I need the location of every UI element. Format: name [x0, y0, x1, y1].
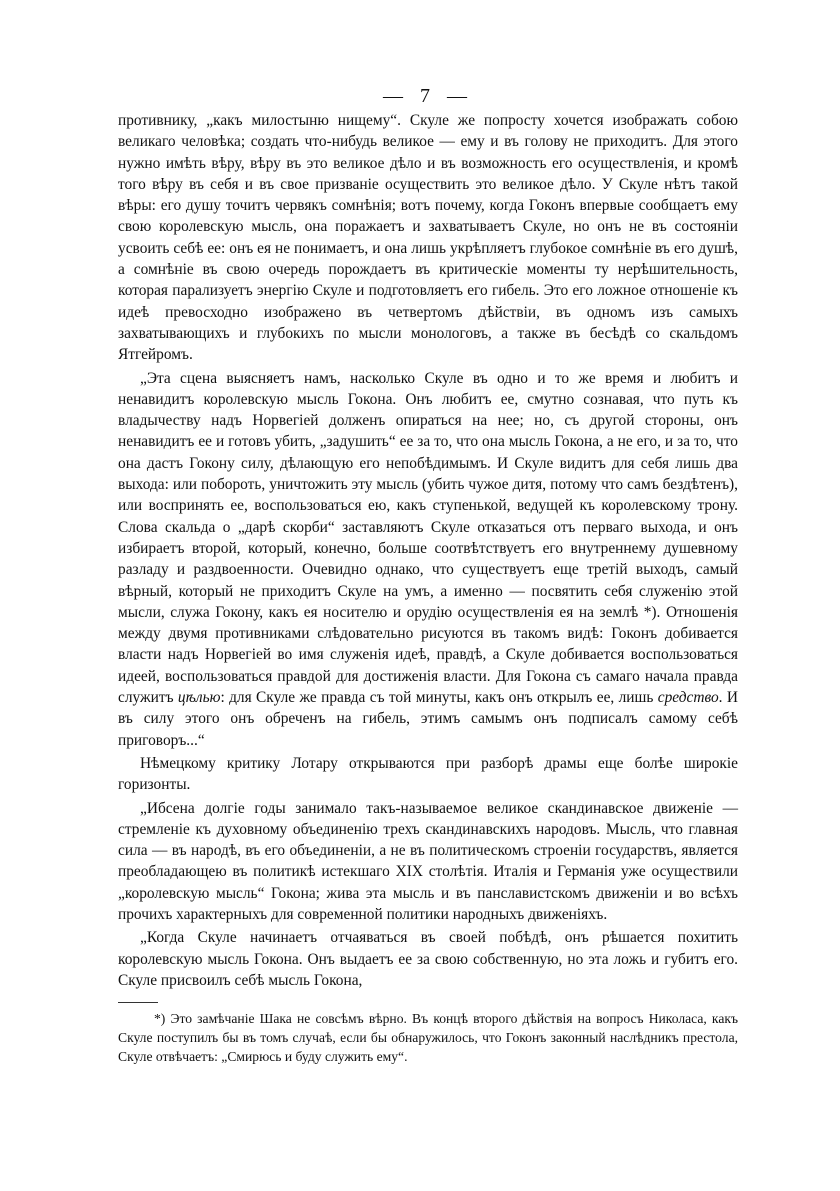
book-page [118, 84, 738, 1066]
paragraph [118, 927, 738, 991]
footnote-divider [118, 1002, 158, 1003]
paragraph [118, 368, 738, 751]
text-run: „Ибсена долгіе годы занимало такъ-называемое великое скандинавское движеніе — стремленіе къ духовному объединенію трехъ скандинавскихъ народовъ. Мысль, что главная сила — въ народѣ, въ его объединеніи, а не въ политическомъ строеніи государствъ, является преобладающею въ политикѣ истекшаго XIX столѣтія. Италія и Германія уже осуществили „королевскую мысль“ Гокона; жива эта мысль и въ панславистскомъ движеніи и во всѣхъ прочихъ характерныхъ для современной политики народныхъ движеніяхъ. [118, 799, 738, 923]
text-run: : для Скуле же правда съ той минуты, какъ онъ открылъ ее, лишь [220, 689, 658, 707]
main-text [118, 110, 738, 991]
page-number: — 7 — [383, 85, 473, 107]
text-run: противнику, „какъ милостыню нищему“. Скуле же попросту хочется изображать собою великаго человѣка; создать что-нибудь великое — ему и въ голову не приходитъ. Для этого нужно имѣть вѣру, вѣру въ это великое дѣло и въ возможность его осуществленія, и кромѣ того вѣру въ себя и въ свое призваніе осуществить это великое дѣло. У Скуле нѣтъ такой вѣры: его душу точитъ червякъ сомнѣнія; вотъ почему, когда Гоконъ впервые сообщаетъ ему свою королевскую мысль, она поражаетъ и захватываетъ Скуле, но онъ не въ состояніи усвоить себѣ ее: онъ ея не понимаетъ, и она лишь укрѣпляетъ глубокое сомнѣніе въ его душѣ, а сомнѣніе въ свою очередь порождаетъ въ критическіе моменты ту нерѣшительность, которая парализуетъ энергію Скуле и подготовляетъ его гибель. Это его ложное отношеніе къ идеѣ превосходно изображено въ четвертомъ дѣйствіи, въ одномъ изъ самыхъ захватывающихъ и глубокихъ по мысли монологовъ, а также въ бесѣдѣ со скальдомъ Ятгейромъ. [118, 112, 738, 364]
text-run: . И въ силу этого онъ обреченъ на гибель, этимъ самымъ онъ подписалъ самому себѣ приговоръ...“ [118, 689, 738, 749]
text-run: „Когда Скуле начинаетъ отчаяваться въ своей побѣдѣ, онъ рѣшается похитить королевскую мысль Гокона. Онъ выдаетъ ее за свою собственную, но эта ложь и губитъ его. Скуле присвоилъ себѣ мысль Гокона, [118, 929, 738, 989]
emphasis-text: цѣлью [177, 689, 221, 707]
text-run: Нѣмецкому критику Лотару открываются при разборѣ драмы еще болѣе широкіе горизонты. [118, 754, 738, 794]
paragraph [118, 110, 738, 366]
footnote: *) Это замѣчаніе Шака не совсѣмъ вѣрно. Въ концѣ второго дѣйствія на вопросъ Николаса, какъ Скуле поступилъ бы въ томъ случаѣ, если бы обнаружилось, что Гоконъ законный наслѣдникъ престола, Скуле отвѣчаетъ: „Смирюсь и буду служить ему“. [118, 1011, 738, 1065]
paragraph [118, 753, 738, 796]
text-run: „Эта сцена выясняетъ намъ, насколько Скуле въ одно и то же время и любитъ и ненавидитъ королевскую мысль Гокона. Онъ любитъ ее, смутно сознавая, что путь къ владычеству надъ Норвегіей долженъ опираться на нее; но, съ другой стороны, онъ ненавидитъ ее и готовъ убить, „задушить“ ее за то, что она мысль Гокона, а не его, и за то, что она дастъ Гокону силу, дѣлающую его непобѣдимымъ. И Скуле видитъ для себя лишь два выхода: или побороть, уничтожить эту мысль (убить чужое дитя, потому что самъ бездѣтенъ), или воспринять ее, воспользоваться ею, какъ ступенькой, ведущей къ королевскому трону. Слова скальда о „дарѣ скорби“ заставляютъ Скуле отказаться отъ перваго выхода, и онъ избираетъ второй, который, конечно, больше соотвѣтствуетъ его внутреннему душевному разладу и раздвоенности. Очевидно однако, что существуетъ еще третій выходъ, самый вѣрный, который не приходитъ Скуле на умъ, а именно — посвятить себя служенію этой мысли, служа Гокону, какъ ея носителю и орудію осуществленія ея на землѣ *). Отношенія между двумя противниками слѣдовательно рисуются въ такомъ видѣ: Гоконъ добивается власти надъ Норвегіей во имя служенія идеѣ, правдѣ, а Скуле добивается воспользоваться идеей, воспользоваться правдой для достиженія власти. Для Гокона съ самаго начала правда служитъ [118, 369, 738, 707]
emphasis-text: средство [657, 689, 719, 707]
paragraph [118, 798, 738, 926]
